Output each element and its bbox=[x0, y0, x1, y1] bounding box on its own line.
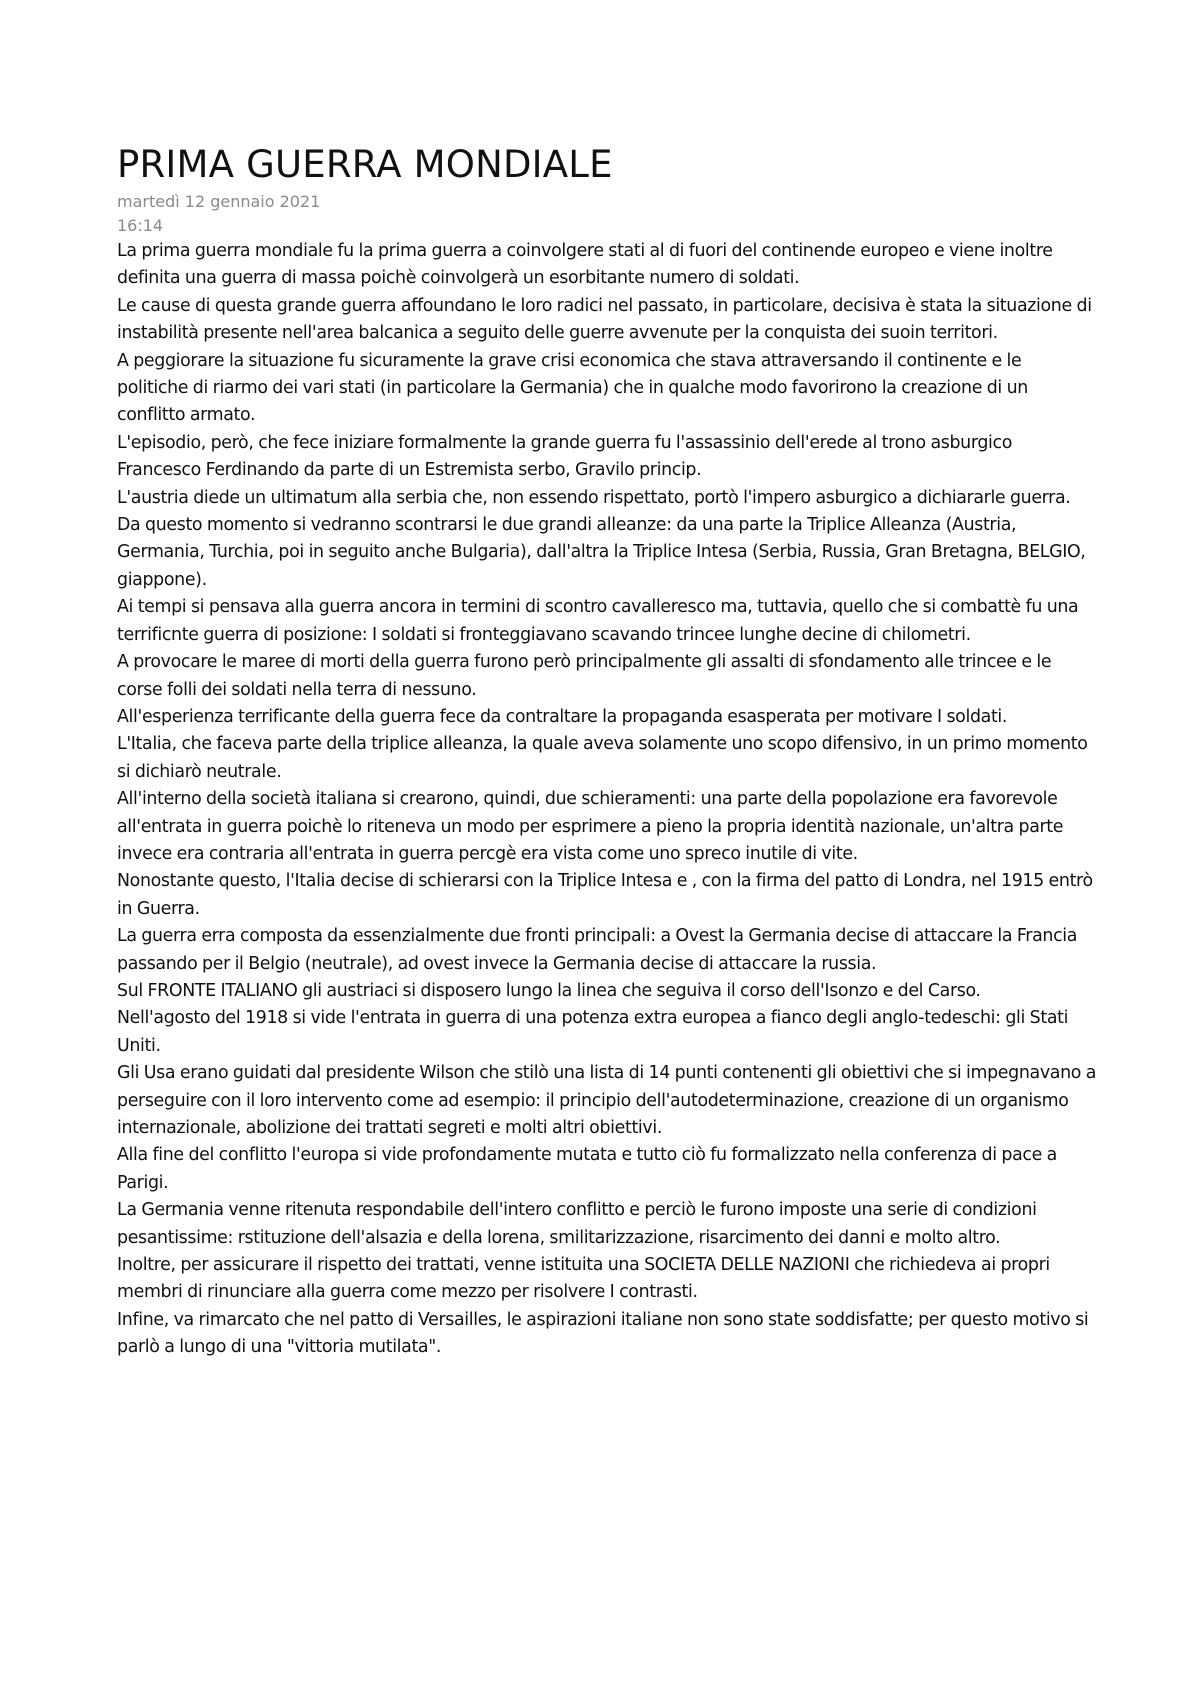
paragraph: L'austria diede un ultimatum alla serbia che, non essendo rispettato, portò l'impero asburgico a dichiararle guerra. bbox=[117, 487, 1071, 508]
paragraph: Da questo momento si vedranno scontrarsi le due grandi alleanze: da una parte la Triplice Alleanza (Austria, Germania, Turchia, poi in seguito anche Bulgaria), dall'altra la Triplice Intesa (Serbia, Russia, Gran Bretagna, BELGIO, giappone). bbox=[117, 515, 1086, 590]
paragraph: Infine, va rimarcato che nel patto di Versailles, le aspirazioni italiane non sono state soddisfatte; per questo motivo si parlò a lungo di una "vittoria mutilata". bbox=[117, 1309, 1089, 1358]
paragraph: La prima guerra mondiale fu la prima guerra a coinvolgere stati al di fuori del continende europeo e viene inoltre definita una guerra di massa poichè coinvolgerà un esorbitante numero di soldati. bbox=[117, 241, 1053, 289]
paragraph: L'episodio, però, che fece iniziare formalmente la grande guerra fu l'assassinio dell'erede al trono asburgico Francesco Ferdinando da parte di un Estremista serbo, Gravilo princip. bbox=[117, 432, 1012, 481]
paragraph: Inoltre, per assicurare il rispetto dei trattati, venne istituita una SOCIETA DELLE NAZIONI che richiedeva ai propri membri di rinunciare alla guerra come mezzo per risolvere I contrasti. bbox=[117, 1255, 1050, 1303]
paragraph: Gli Usa erano guidati dal presidente Wilson che stilò una lista di 14 punti contenenti gli obiettivi che si impegnavano a perseguire con il loro intervento come ad esempio: il principio dell'autodeterminazione, creazione di un organismo internazionale, abolizione dei trattati segreti e molti altri obiettivi. bbox=[117, 1063, 1097, 1138]
paragraph: Ai tempi si pensava alla guerra ancora in termini di scontro cavalleresco ma, tuttavia, quello che si combattè fu una terrificnte guerra di posizione: I soldati si fronteggiavano scavando trincee lunghe decine di chilometri. bbox=[117, 597, 1079, 645]
paragraph: All'interno della società italiana si crearono, quindi, due schieramenti: una parte della popolazione era favorevole all'entrata in guerra poichè lo riteneva un modo per esprimere a pieno la propria identità nazionale, un'altra parte invece era contraria all'entrata in guerra percgè era vista come uno spreco inutile di vite. bbox=[117, 789, 1064, 864]
paragraph: All'esperienza terrificante della guerra fece da contraltare la propaganda esasperata per motivare I soldati. bbox=[117, 706, 1008, 727]
paragraph: Nell'agosto del 1918 si vide l'entrata in guerra di una potenza extra europea a fianco degli anglo-tedeschi: gli Stati Uniti. bbox=[117, 1008, 1069, 1056]
paragraph: La Germania venne ritenuta respondabile dell'intero conflitto e perciò le furono imposte una serie di condizioni pesantissime: rstituzione dell'alsazia e della lorena, smilitarizzazione, risarcimento dei danni e molto altro. bbox=[117, 1200, 1037, 1248]
paragraph: Sul FRONTE ITALIANO gli austriaci si disposero lungo la linea che seguiva il corso dell'Isonzo e del Carso. bbox=[117, 980, 981, 1001]
note-date: martedì 12 gennaio 2021 bbox=[117, 192, 321, 211]
page-title: PRIMA GUERRA MONDIALE bbox=[117, 143, 613, 186]
note-time: 16:14 bbox=[117, 216, 164, 235]
paragraph: La guerra erra composta da essenzialmente due fronti principali: a Ovest la Germania decise di attaccare la Francia passando per il Belgio (neutrale), ad ovest invece la Germania decise di attaccare la russia. bbox=[117, 926, 1078, 974]
paragraph: A peggiorare la situazione fu sicuramente la grave crisi economica che stava attraversando il continente e le politiche di riarmo dei vari stati (in particolare la Germania) che in qualche modo favorirono la creazione di un conflitto armato. bbox=[117, 350, 1028, 426]
note-body bbox=[117, 238, 1097, 1362]
paragraph: Nonostante questo, l'Italia decise di schierarsi con la Triplice Intesa e , con la firma del patto di Londra, nel 1915 entrò in Guerra. bbox=[117, 871, 1093, 919]
paragraph: Alla fine del conflitto l'europa si vide profondamente mutata e tutto ciò fu formalizzato nella conferenza di pace a Parigi. bbox=[117, 1145, 1057, 1193]
note-page bbox=[117, 142, 1097, 1362]
paragraph: Le cause di questa grande guerra affoundano le loro radici nel passato, in particolare, decisiva è stata la situazione di instabilità presente nell'area balcanica a seguito delle guerre avvenute per la conquista dei suoin territori. bbox=[117, 295, 1092, 344]
paragraph: A provocare le maree di morti della guerra furono però principalmente gli assalti di sfondamento alle trincee e le corse folli dei soldati nella terra di nessuno. bbox=[117, 652, 1052, 700]
paragraph: L'Italia, che faceva parte della triplice alleanza, la quale aveva solamente uno scopo difensivo, in un primo momento si dichiarò neutrale. bbox=[117, 734, 1088, 782]
